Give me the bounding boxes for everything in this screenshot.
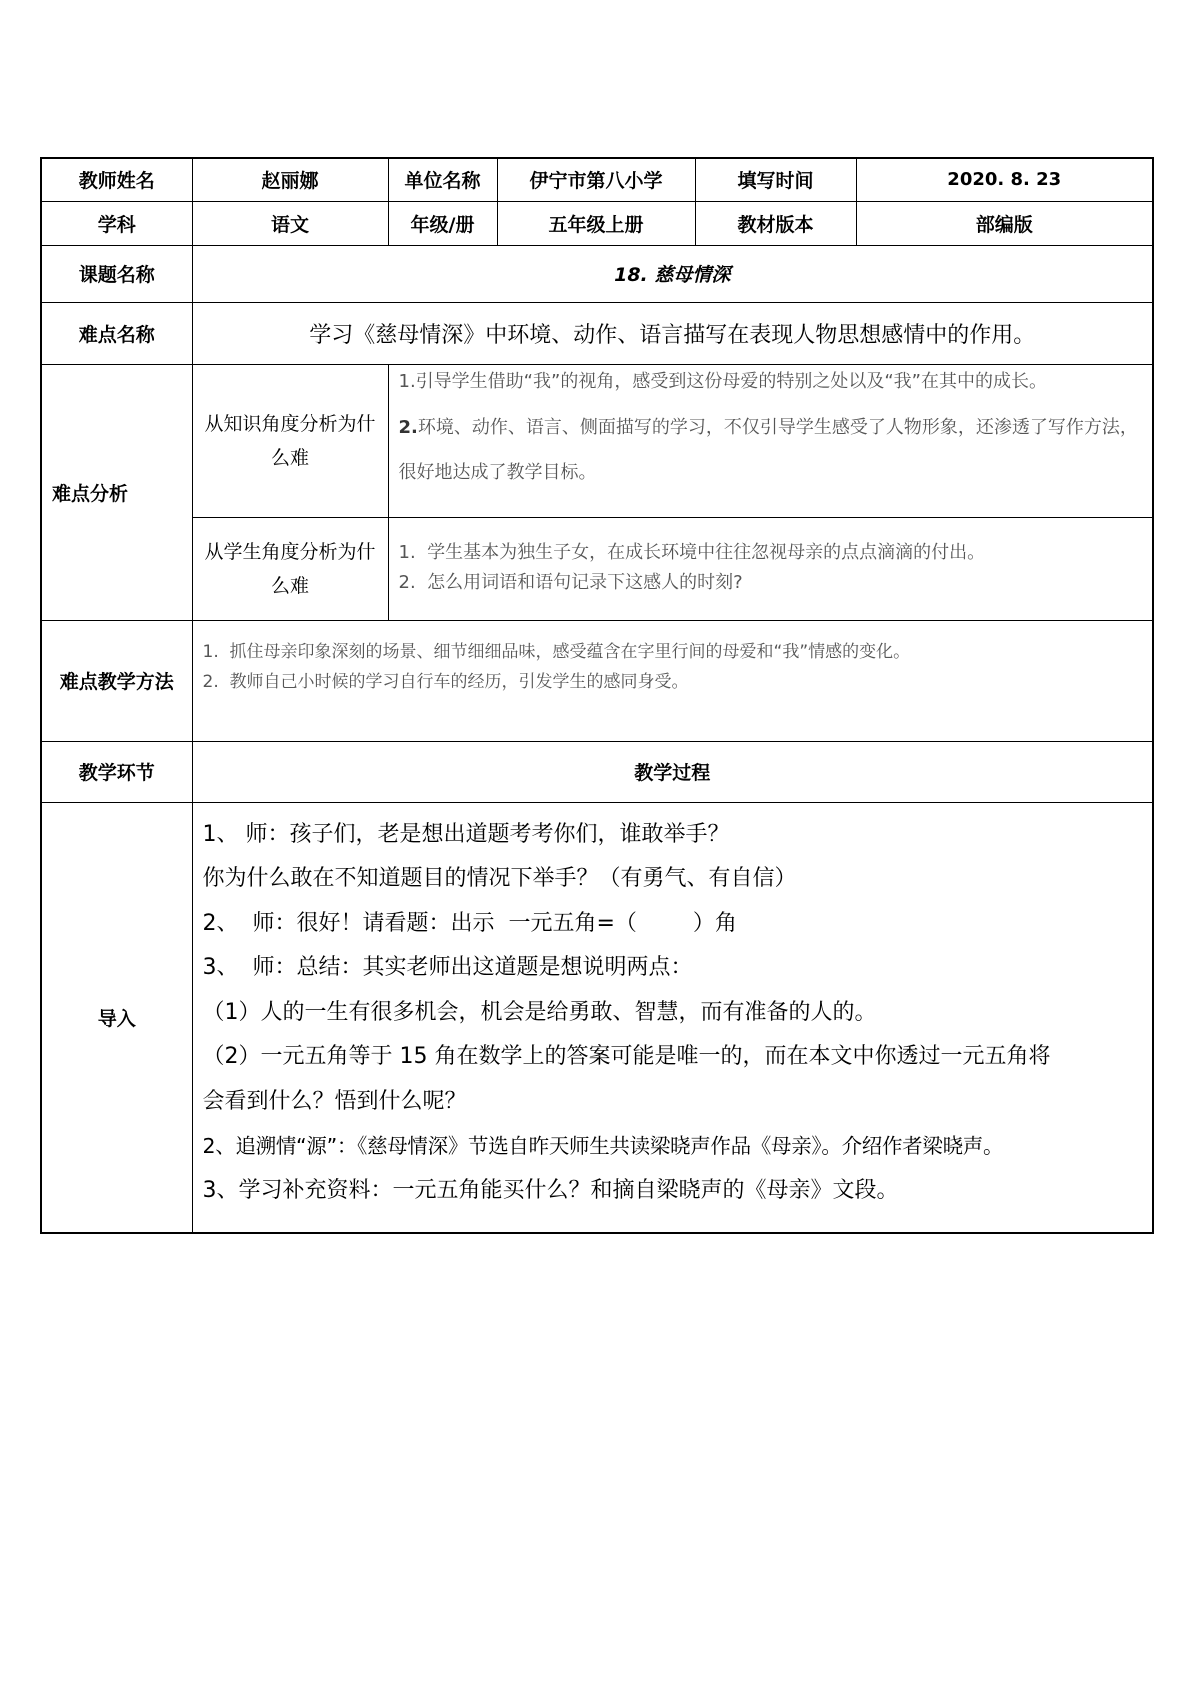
knowledge-point-2-text: 环境、动作、语言、侧面描写的学习，不仅引导学生感受了人物形象，还渗透了写作方法，很好地达成了教学目标。	[398, 416, 1138, 483]
intro-line-9: 3、学习补充资料：一元五角能买什么？和摘自梁晓声的《母亲》文段。	[202, 1177, 899, 1203]
methods-list	[192, 620, 1153, 741]
knowledge-analysis-text	[388, 364, 1153, 517]
time-value: 2020. 8. 23	[856, 158, 1153, 201]
student-item-2	[399, 568, 1143, 598]
difficulty-label: 难点名称	[41, 302, 192, 364]
difficulty-value: 学习《慈母情深》中环境、动作、语言描写在表现人物思想感情中的作用。	[192, 302, 1153, 364]
knowledge-point-1-text: 引导学生借助“我”的视角，感受到这份母爱的特别之处以及“我”在其中的成长。	[415, 370, 1047, 392]
student-item-1-text: 学生基本为独生子女，在成长环境中往往忽视母亲的点点滴滴的付出。	[427, 541, 986, 563]
edition-label: 教材版本	[695, 201, 856, 245]
knowledge-point-1	[399, 367, 1143, 397]
knowledge-point-2-number: 2.	[398, 416, 418, 438]
analysis-row-student	[41, 517, 1153, 620]
stage-header: 教学环节	[41, 741, 192, 802]
knowledge-point-2	[399, 405, 1143, 495]
topic-value: 18. 慈母情深	[192, 245, 1153, 302]
unit-label: 单位名称	[388, 158, 497, 201]
lesson-plan-table	[40, 157, 1154, 1234]
knowledge-point-1-number: 1.	[398, 370, 416, 392]
process-header-row	[41, 741, 1153, 802]
intro-line-7: 会看到什么？悟到什么呢？	[202, 1088, 467, 1114]
methods-label: 难点教学方法	[41, 620, 192, 741]
subject-value: 语文	[192, 201, 388, 245]
method-item-2	[203, 667, 1143, 697]
student-item-2-number: 2.	[398, 571, 416, 593]
grade-label: 年级/册	[388, 201, 497, 245]
intro-line-4: 3、 师：总结：其实老师出这道题是想说明两点：	[202, 955, 693, 980]
method-item-1-text: 抓住母亲印象深刻的场景、细节细细品味，感受蕴含在字里行间的母爱和“我”情感的变化。	[229, 641, 911, 662]
method-item-1-number: 1.	[202, 641, 219, 662]
intro-label: 导入	[41, 802, 192, 1233]
intro-line-5: （1）人的一生有很多机会，机会是给勇敢、智慧，而有准备的人的。	[202, 999, 877, 1025]
unit-value: 伊宁市第八小学	[497, 158, 695, 201]
method-item-1	[203, 637, 1143, 667]
student-item-1-number: 1.	[398, 541, 416, 563]
intro-line-1: 1、 师：孩子们，老是想出道题考考你们，谁敢举手？	[202, 821, 730, 847]
intro-line-8: 2、追溯情“源”：《慈母情深》节选自昨天师生共读梁晓声作品《母亲》。介绍作者梁晓声。	[202, 1134, 1004, 1158]
subject-label: 学科	[41, 201, 192, 245]
intro-line-3: 2、 师：很好！请看题：出示 一元五角=（ ）角	[202, 910, 737, 936]
methods-row	[41, 620, 1153, 741]
intro-row	[41, 802, 1153, 1233]
student-item-1	[399, 538, 1143, 568]
student-analysis-list	[388, 517, 1153, 620]
process-header: 教学过程	[192, 741, 1153, 802]
time-label: 填写时间	[695, 158, 856, 201]
info-row-2	[41, 201, 1153, 245]
intro-process-text	[192, 802, 1153, 1233]
method-item-2-text: 教师自己小时候的学习自行车的经历，引发学生的感同身受。	[229, 671, 689, 692]
topic-label: 课题名称	[41, 245, 192, 302]
student-angle-label: 从学生角度分析为什么难	[192, 517, 388, 620]
method-item-2-number: 2.	[202, 671, 219, 692]
intro-line-2: 你为什么敢在不知道题目的情况下举手？（有勇气、有自信）	[202, 866, 797, 891]
info-row-1	[41, 158, 1153, 201]
grade-value: 五年级上册	[497, 201, 695, 245]
topic-row	[41, 245, 1153, 302]
teacher-label: 教师姓名	[41, 158, 192, 201]
edition-value: 部编版	[856, 201, 1153, 245]
intro-line-6: （2）一元五角等于 15 角在数学上的答案可能是唯一的，而在本文中你透过一元五角将	[202, 1044, 1051, 1069]
analysis-label: 难点分析	[41, 364, 192, 620]
analysis-row-knowledge	[41, 364, 1153, 517]
difficulty-row	[41, 302, 1153, 364]
student-item-2-text: 怎么用词语和语句记录下这感人的时刻?	[427, 571, 743, 593]
teacher-value: 赵丽娜	[192, 158, 388, 201]
knowledge-angle-label: 从知识角度分析为什么难	[192, 364, 388, 517]
